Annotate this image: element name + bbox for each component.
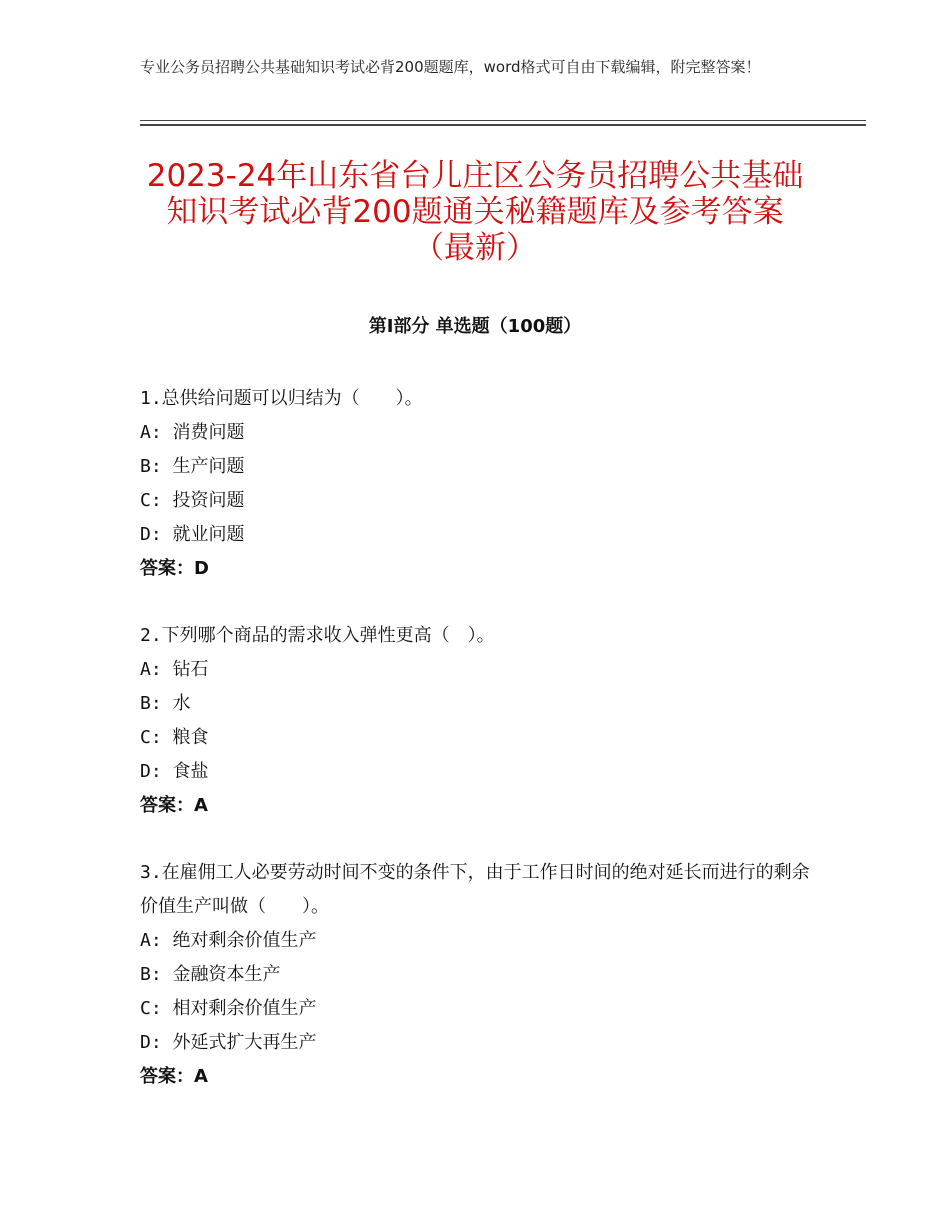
header-divider-thin (140, 120, 866, 121)
section-title: 第Ⅰ部分 单选题（100题） (368, 316, 582, 337)
question-1 (140, 382, 810, 586)
header-note: 专业公务员招聘公共基础知识考试必背200题题库，word格式可自由下载编辑，附完整答案！ (140, 58, 761, 76)
option-d: D: 就业问题 (140, 524, 245, 545)
option-a: A: 绝对剩余价值生产 (140, 930, 317, 951)
option-d: D: 外延式扩大再生产 (140, 1032, 317, 1053)
question-stem: 3.在雇佣工人必要劳动时间不变的条件下，由于工作日时间的绝对延长而进行的剩余价值生产叫做（ ）。 (140, 862, 810, 917)
question-stem: 1.总供给问题可以归结为（ ）。 (140, 388, 423, 409)
option-b: B: 生产问题 (140, 456, 245, 477)
answer-line: 答案：D (140, 558, 209, 579)
option-a: A: 钻石 (140, 659, 209, 680)
option-b: B: 水 (140, 693, 191, 714)
option-b: B: 金融资本生产 (140, 964, 281, 985)
answer-line: 答案：A (140, 1066, 208, 1087)
option-c: C: 粮食 (140, 727, 209, 748)
answer-line: 答案：A (140, 795, 208, 816)
option-a: A: 消费问题 (140, 422, 245, 443)
option-d: D: 食盐 (140, 761, 209, 782)
option-c: C: 相对剩余价值生产 (140, 998, 317, 1019)
option-c: C: 投资问题 (140, 490, 245, 511)
document-title: 2023-24年山东省台儿庄区公务员招聘公共基础知识考试必背200题通关秘籍题库及参考答案（最新） (146, 158, 804, 266)
question-2 (140, 619, 810, 823)
question-stem: 2.下列哪个商品的需求收入弹性更高（ ）。 (140, 625, 495, 646)
question-3 (140, 856, 810, 1094)
header-divider-thick (140, 124, 866, 126)
question-list (140, 382, 810, 1127)
